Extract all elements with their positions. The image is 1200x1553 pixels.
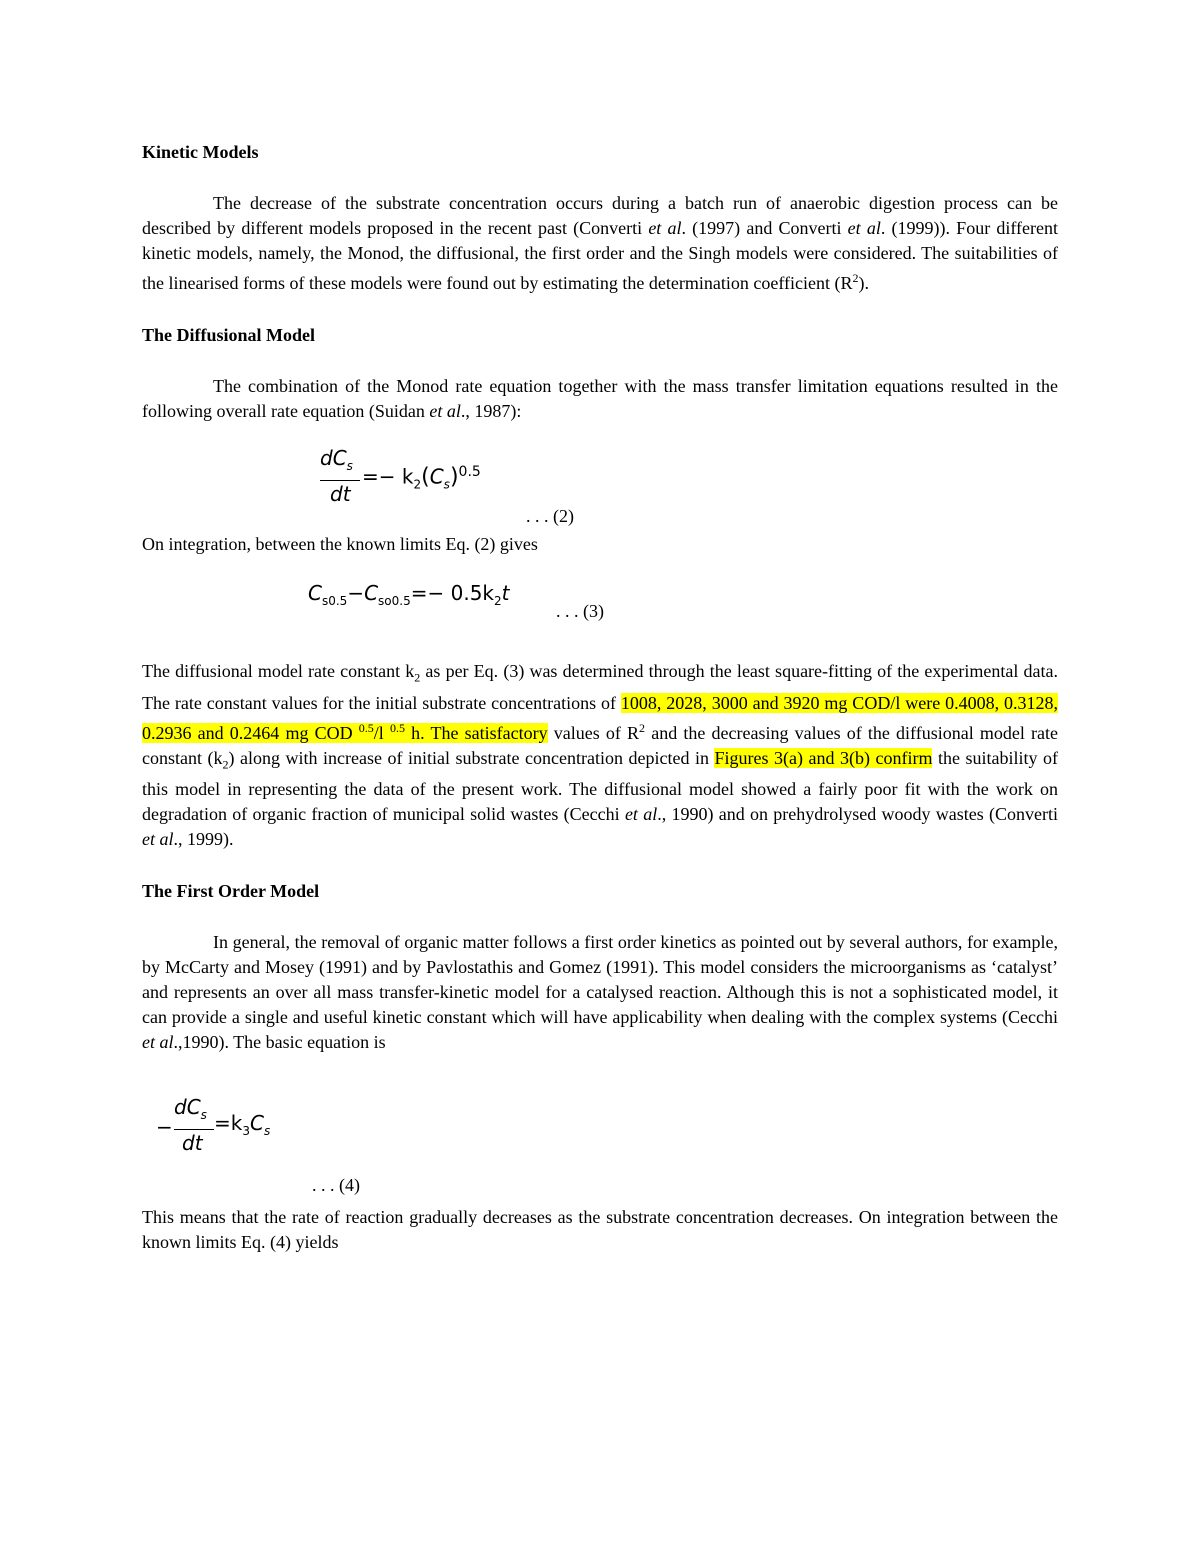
highlight-rate-values: 1008, 2028, 3000 and 3920 mg COD/l were 0.4008, 0.3128, 0.2936 and 0.2464 mg COD $^{0.5}$/l $^{0.5}$ h. The satisfactory bbox=[142, 692, 1058, 743]
diffusional-paragraph-3: The diffusional model rate constant $k_2$ as per Eq. (3) was determined through the least square-fitting of the experimental data. The rate constant values for the initial substrate concentrations of 1008, 2028, 3000 and 3920 mg COD/l were 0.4008, 0.3128, 0.2936 and 0.2464 mg COD $^{0.5}$/l $^{0.5}$ h. The satisfactory values of $R^2$ and the decreasing values of the diffusional model rate constant $(k_2)$ along with increase of initial substrate concentration depicted in Figures 3(a) and 3(b) confirm the suitability of this model in representing the data of the present work. The diffusional model showed a fairly poor fit with the work on degradation of organic fraction of municipal solid wastes (Cecchi et al., 1990) and on prehydrolysed woody wastes (Converti et al., 1999). bbox=[142, 661, 1059, 850]
equation-3: $C_{s0.5}-C_{so0.5}=- 0.5k_2t$ . . . (3) bbox=[142, 557, 1058, 667]
intro-paragraph: The decrease of the substrate concentration occurs during a batch run of anaerobic digestion process can be described by different models proposed in the recent past (Converti et al. (1997) and Converti et al. (1999)). Four different kinetic models, namely, the Monod, the diffusional, the first order and the Singh models were considered. The suitabilities of the linearised forms of these models were found out by estimating the determination coefficient $(R^2)$. bbox=[142, 193, 1059, 293]
section-title: Kinetic Models bbox=[142, 142, 259, 162]
first-order-paragraph-1: In general, the removal of organic matter follows a first order kinetics as pointed out by several authors, for example, by McCarty and Mosey (1991) and by Pavlostathis and Gomez (1991). This model considers the microorganisms as ‘catalyst’ and represents an over all mass transfer-kinetic model for a catalysed reaction. Although this is not a sophisticated model, it can provide a single and useful kinetic constant which will have applicability when dealing with the complex systems (Cecchi et al.,1990). The basic equation is bbox=[142, 932, 1058, 1053]
first-order-paragraph-2: This means that the rate of reaction gradually decreases as the substrate concentration decreases. On integration between the known limits Eq. (4) yields bbox=[142, 1207, 1058, 1253]
diffusional-paragraph-2: On integration, between the known limits Eq. (2) gives bbox=[142, 534, 538, 554]
highlight-figures: Figures 3(a) and 3(b) confirm bbox=[714, 747, 933, 768]
equation-3-number: . . . (3) bbox=[556, 601, 604, 621]
first-order-heading: The First Order Model bbox=[142, 881, 320, 902]
equation-2-number: . . . (2) bbox=[526, 506, 574, 526]
equation-4-number: . . . (4) bbox=[312, 1175, 360, 1196]
document-page bbox=[142, 140, 1058, 1255]
equation-4: − $dC_s$ dt $=k_3C_s$ . . . (4) bbox=[142, 1055, 1058, 1205]
diffusional-heading: The Diffusional Model bbox=[142, 325, 316, 345]
equation-2: $dC_s$ dt =− $k_2(C_s)^{0.5}$ . . . (2) bbox=[142, 424, 1058, 536]
diffusional-paragraph-1: The combination of the Monod rate equation together with the mass transfer limitation equations resulted in the following overall rate equation (Suidan et al., 1987): bbox=[142, 376, 1058, 421]
